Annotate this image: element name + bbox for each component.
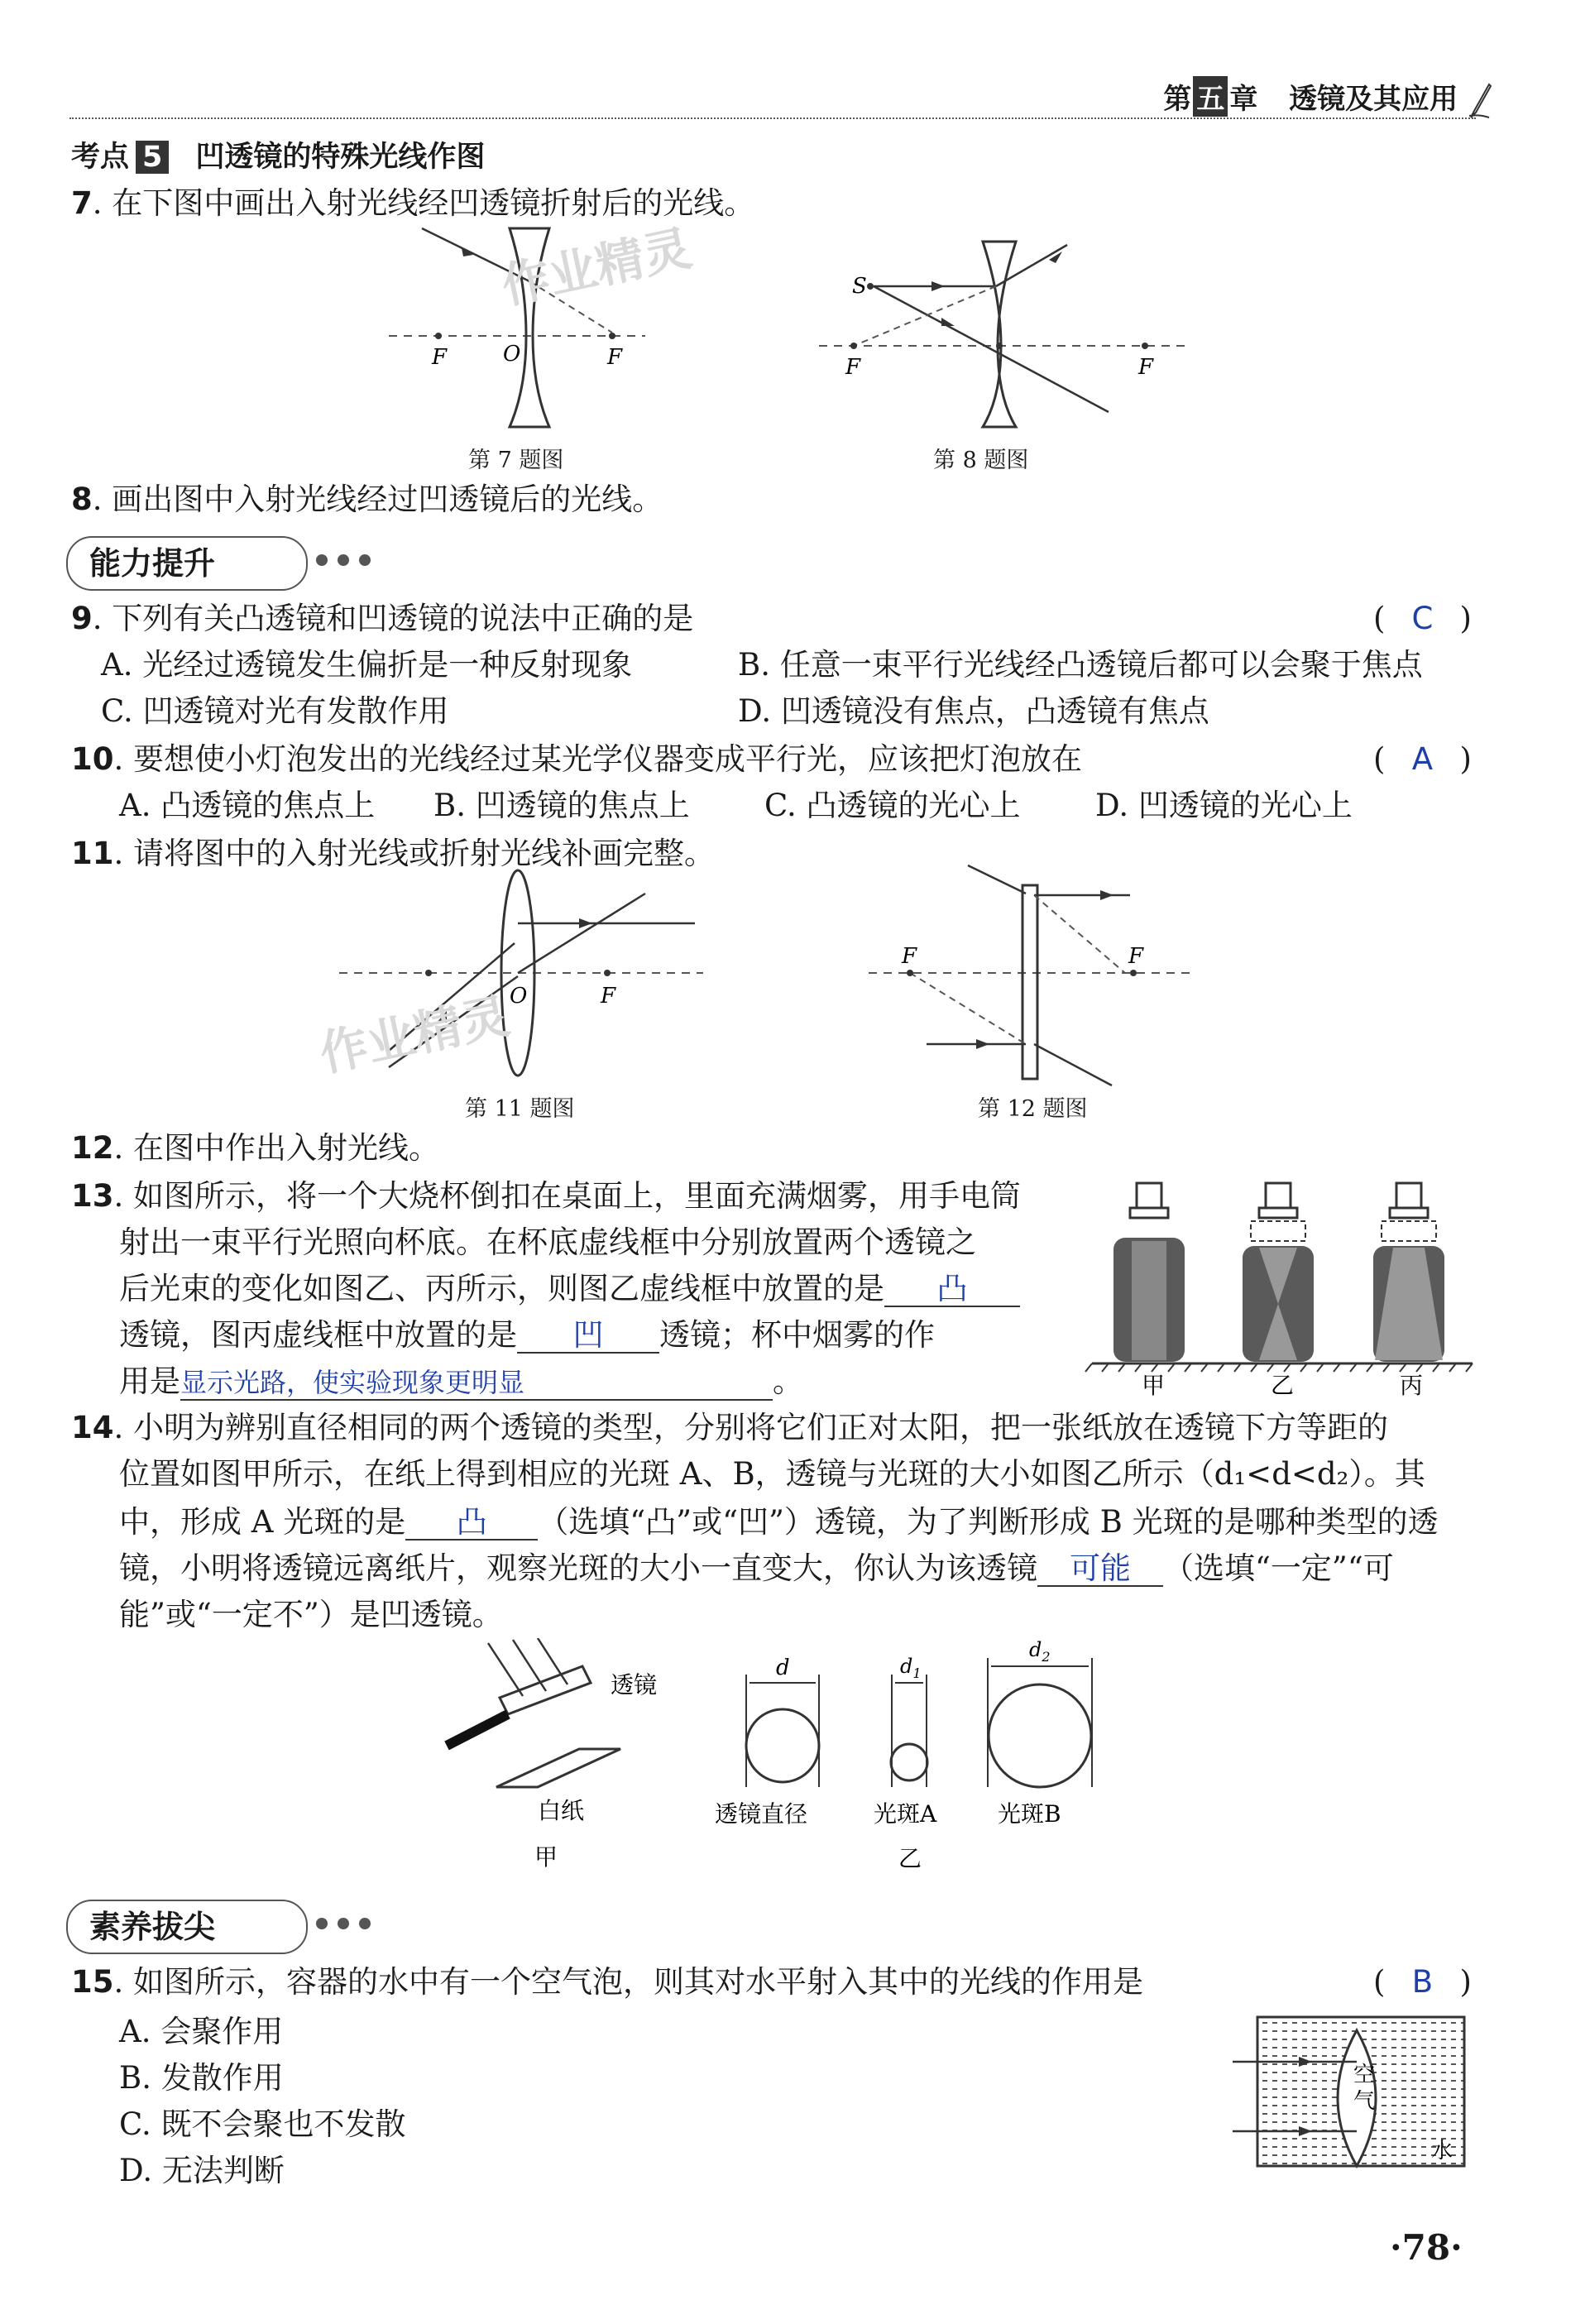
fig7-caption: 第 7 题图 (468, 448, 564, 473)
svg-text:F: F (432, 345, 448, 370)
q15-option-a: A. 会聚作用 (119, 2014, 284, 2049)
q13-line5: 用是显示光路，使实验现象更明显 。 (119, 1363, 803, 1399)
flashlight-yi (1243, 1183, 1314, 1362)
svg-text:F: F (1138, 355, 1154, 380)
fig8-diagram (819, 242, 1191, 427)
q9-option-c: C. 凹透镜对光有发散作用 (101, 693, 449, 729)
header-rule (69, 117, 1476, 119)
watermark: 作业精灵 (314, 987, 515, 1083)
q13-answer-3: 显示光路，使实验现象更明显 (180, 1366, 773, 1401)
lens-label: 透镜 (611, 1671, 658, 1699)
q14-line5: 能”或“一定不”）是凹透镜。 (119, 1597, 503, 1632)
svg-text:F: F (601, 984, 616, 1009)
svg-text:水: 水 (1431, 2139, 1454, 2163)
q10-answer: ( A ) (1373, 741, 1472, 777)
svg-text:气: 气 (1353, 2089, 1376, 2114)
q15-option-b: B. 发散作用 (119, 2060, 284, 2096)
svg-text:O: O (503, 342, 521, 367)
q15-text: 15. 如图所示，容器的水中有一个空气泡，则其对水平射入其中的光线的作用是 (71, 1964, 1144, 2000)
q10-option-a: A. 凸透镜的焦点上 (119, 788, 376, 823)
q13-line4: 透镜，图丙虚线框中放置的是 凹 透镜；杯中烟雾的作 (119, 1317, 935, 1353)
q13-line1: 13. 如图所示，将一个大烧杯倒扣在桌面上，里面充满烟雾，用手电筒 (71, 1178, 1022, 1214)
q13-figure (1075, 1175, 1481, 1398)
q10-option-d: D. 凹透镜的光心上 (1095, 788, 1353, 823)
fig12-diagram (869, 865, 1191, 1085)
q7-text: 7. 在下图中画出入射光线经凹透镜折射后的光线。 (71, 185, 755, 221)
svg-text:光斑A: 光斑A (874, 1800, 937, 1828)
section-dots (316, 1914, 381, 1930)
section-ability-banner: 能力提升 (66, 536, 308, 591)
section-dots (316, 551, 381, 567)
svg-text:O: O (510, 984, 528, 1009)
label-jia: 甲 (1142, 1372, 1166, 1398)
q14-line2: 位置如图甲所示，在纸上得到相应的光斑 A、B，透镜与光斑的大小如图乙所示（d₁<d<d₂）。其 (119, 1456, 1425, 1492)
watermark: 作业精灵 (496, 219, 697, 315)
q13-answer-2: 凹 (517, 1319, 659, 1354)
q10-option-b: B. 凹透镜的焦点上 (433, 788, 690, 823)
q9-text: 9. 下列有关凸透镜和凹透镜的说法中正确的是 (71, 601, 694, 636)
fig12-caption: 第 12 题图 (978, 1096, 1088, 1122)
q15-figure (1233, 2010, 1481, 2176)
flashlight-jia (1113, 1183, 1185, 1362)
q10-text: 10. 要想使小灯泡发出的光线经过某光学仪器变成平行光，应该把灯泡放在 (71, 741, 1083, 777)
chapter-title: 透镜及其应用 (1289, 83, 1458, 116)
svg-text:空: 空 (1353, 2063, 1376, 2087)
svg-text:透镜直径: 透镜直径 (715, 1800, 808, 1828)
label-yi: 乙 (1271, 1372, 1295, 1398)
q8-text: 8. 画出图中入射光线经过凹透镜后的光线。 (71, 482, 663, 517)
q14-figure (430, 1638, 1109, 1886)
q10-option-c: C. 凸透镜的光心上 (764, 788, 1021, 823)
paper-label: 白纸 (538, 1797, 585, 1824)
q13-line2: 射出一束平行光照向杯底。在杯底虚线框中分别放置两个透镜之 (119, 1224, 976, 1260)
svg-text:乙: 乙 (898, 1845, 922, 1872)
q13-line3: 后光束的变化如图乙、丙所示，则图乙虚线框中放置的是 凸 (119, 1269, 1020, 1309)
svg-text:d2: $d_2$ (1029, 1638, 1051, 1665)
svg-text:光斑B: 光斑B (998, 1800, 1061, 1828)
q9-option-d: D. 凹透镜没有焦点，凸透镜有焦点 (738, 693, 1209, 729)
label-bing: 丙 (1400, 1372, 1424, 1398)
q14-answer-1: 凸 (405, 1506, 538, 1541)
svg-text:S: S (852, 274, 867, 299)
fig11-caption: 第 11 题图 (465, 1096, 575, 1122)
page-number: ·78· (1390, 2227, 1463, 2268)
q12-text: 12. 在图中作出入射光线。 (71, 1130, 440, 1166)
q13-answer-1: 凸 (884, 1272, 1020, 1307)
svg-text:F: F (845, 355, 861, 380)
svg-text:F: F (1128, 944, 1144, 969)
pen-icon (1468, 83, 1492, 119)
svg-text:d: d (776, 1656, 790, 1680)
fig-yi (715, 1638, 1092, 1872)
jia-label: 甲 (534, 1843, 558, 1871)
svg-text:F: F (902, 944, 917, 969)
chapter-header: 第 五 章 透镜及其应用 (1163, 76, 1492, 119)
q15-answer: ( B ) (1373, 1964, 1472, 2000)
q14-line4: 镜，小明将透镜远离纸片，观察光斑的大小一直变大，你认为该透镜 可能 （选填“一定”“可 (119, 1550, 1394, 1586)
fig8-caption: 第 8 题图 (933, 448, 1029, 473)
q11-text: 11. 请将图中的入射光线或折射光线补画完整。 (71, 836, 716, 871)
q14-line3: 中，形成 A 光斑的是 凸 （选填“凸”或“凹”）透镜，为了判断形成 B 光斑的是哪种类型的透 (119, 1504, 1439, 1540)
q9-option-b: B. 任意一束平行光线经凸透镜后都可以会聚于焦点 (738, 647, 1423, 683)
figure-11-12 (331, 860, 1224, 1092)
q15-option-c: C. 既不会聚也不发散 (119, 2106, 406, 2142)
section-top-banner: 素养拔尖 (66, 1900, 308, 1954)
flashlight-bing (1373, 1183, 1444, 1362)
svg-text:d1: $d_1$ (900, 1655, 922, 1681)
figure-7-8 (364, 223, 1208, 472)
section-point-heading: 考点 5 凹透镜的特殊光线作图 (71, 141, 486, 174)
q14-line1: 14. 小明为辨别直径相同的两个透镜的类型，分别将它们正对太阳，把一张纸放在透镜下方等距的 (71, 1410, 1389, 1445)
q14-answer-2: 可能 (1037, 1552, 1163, 1587)
svg-text:F: F (607, 345, 623, 370)
q9-option-a: A. 光经过透镜发生偏折是一种反射现象 (101, 647, 633, 683)
fig-jia (447, 1638, 657, 1871)
chapter-number-box: 五 (1193, 76, 1228, 117)
q9-answer: ( C ) (1373, 601, 1472, 636)
q15-option-d: D. 无法判断 (119, 2153, 285, 2188)
